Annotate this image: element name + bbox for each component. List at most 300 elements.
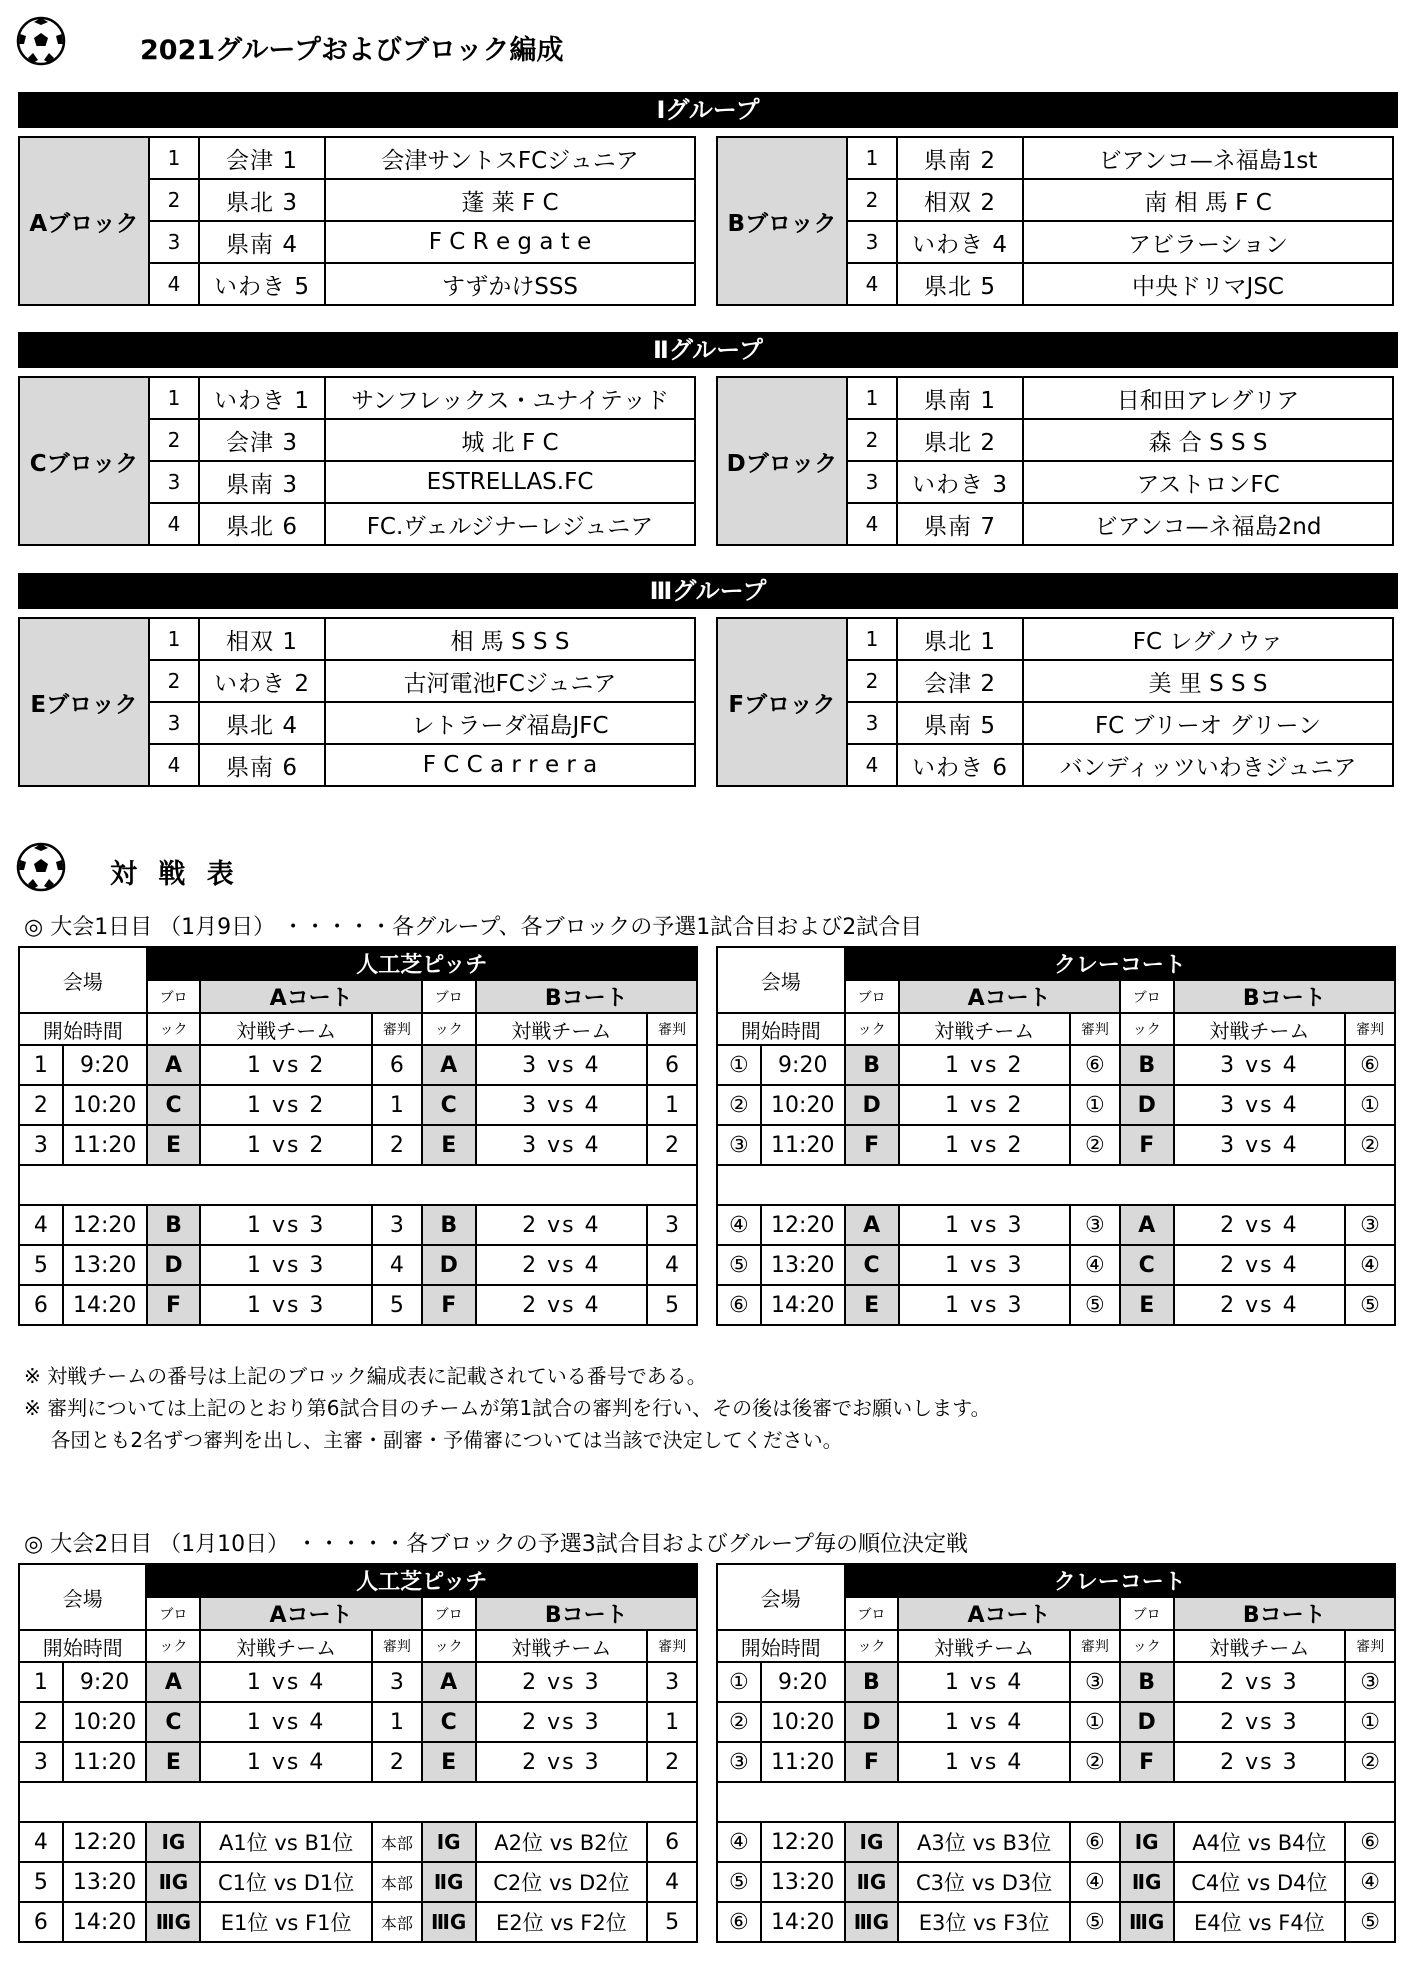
team-name: FC レグノウァ [1023,618,1393,660]
team-number: 4 [149,503,199,545]
block-table [716,376,1394,546]
match-pairing: C1位 vs D1位 [200,1862,372,1902]
start-time: 11:20 [63,1742,147,1782]
team-number: 1 [149,377,199,419]
block-code: F [1120,1742,1174,1782]
match-pairing: A3位 vs B3位 [898,1822,1070,1862]
match-pairing: 1 vs 2 [899,1125,1070,1165]
block-code: B [422,1205,476,1245]
match-number: ① [717,1662,761,1702]
block-code: A [422,1662,476,1702]
block-code: ⅢG [146,1902,200,1942]
referee: ① [1070,1702,1120,1742]
referee: ⑤ [1070,1902,1120,1942]
team-number: 3 [149,702,199,744]
referee: ④ [1070,1862,1120,1902]
match-row [19,1085,697,1125]
team-area: 会津 1 [199,137,325,179]
match-pairing: 2 vs 3 [1174,1662,1346,1702]
note-2: ※ 審判については上記のとおり第6試合目のチームが第1試合の審判を行い、その後は後審でお願いします。 [24,1396,991,1420]
start-time: 10:20 [63,1085,147,1125]
team-name: 相 馬 S S S [325,618,695,660]
start-time: 9:20 [761,1045,845,1085]
match-number: 1 [19,1045,63,1085]
match-row [19,1862,697,1902]
match-pairing: C4位 vs D4位 [1174,1862,1346,1902]
venue-label: 会場 [717,1564,845,1630]
team-number: 1 [847,618,897,660]
block-label: ック [147,1013,201,1045]
match-number: ① [717,1045,761,1085]
match-number: 3 [19,1742,63,1782]
block-name: Aブロック [19,137,149,305]
team-name: ビアンコ—ネ福島2nd [1023,503,1393,545]
match-pairing: A2位 vs B2位 [476,1822,648,1862]
team-number: 3 [847,221,897,263]
block-table [716,617,1394,787]
referee: ③ [1345,1662,1395,1702]
block-code: B [845,1662,899,1702]
day2-title: ◎ 大会2日目 （1月10日） ・・・・・各ブロックの予選3試合目およびグループ毎の順位決定戦 [24,1532,968,1557]
pitch-name: クレーコート [845,947,1395,980]
block-code: E [422,1125,476,1165]
match-row [717,1662,1395,1702]
note-3: 各団とも2名ずつ審判を出し、主審・副審・予備審については当該で決定してください。 [24,1428,843,1452]
block-name: Fブロック [717,618,847,786]
team-area: 県北 2 [897,419,1023,461]
match-pairing: 1 vs 2 [899,1085,1070,1125]
start-time: 10:20 [63,1702,147,1742]
referee: 3 [372,1662,422,1702]
block-code: ⅠG [146,1822,200,1862]
block-code: D [147,1245,201,1285]
match-pairing: 1 vs 3 [899,1285,1070,1325]
team-name: アストロンFC [1023,461,1393,503]
match-pairing: E1位 vs F1位 [200,1902,372,1942]
venue-label: 会場 [717,947,845,1013]
pitch-name: 人工芝ピッチ [146,1564,697,1597]
match-number: ③ [717,1742,761,1782]
team-number: 2 [847,419,897,461]
block-label: ブロ [1120,980,1174,1013]
team-number: 2 [149,419,199,461]
schedule-table-left [18,946,698,1326]
team-area: 県南 4 [199,221,325,263]
ref-label: 審判 [372,1013,422,1045]
team-number: 2 [847,660,897,702]
block-name: Eブロック [19,618,149,786]
start-time: 13:20 [63,1245,147,1285]
start-time: 14:20 [63,1285,147,1325]
schedule-table-right [716,946,1396,1326]
referee: ① [1345,1702,1395,1742]
referee: 5 [647,1902,697,1942]
group-title-bar: Ⅰグループ [18,92,1398,128]
referee: 4 [372,1245,422,1285]
team-name: FC ブリーオ グリーン [1023,702,1393,744]
block-code: A [146,1662,200,1702]
match-label: 対戦チーム [1174,1013,1345,1045]
team-number: 3 [847,461,897,503]
start-time: 10:20 [761,1702,845,1742]
referee: ② [1070,1125,1120,1165]
block-name: Bブロック [717,137,847,305]
match-row [717,1205,1395,1245]
match-row [19,1902,697,1942]
team-name: 南 相 馬 F C [1023,179,1393,221]
block-code: ⅡG [146,1862,200,1902]
team-name: 日和田アレグリア [1023,377,1393,419]
match-pairing: 1 vs 2 [200,1085,371,1125]
match-label: 対戦チーム [476,1013,647,1045]
court-a-label: Aコート [200,980,421,1013]
match-pairing: A1位 vs B1位 [200,1822,372,1862]
match-number: ⑤ [717,1862,761,1902]
team-name: レトラーダ福島JFC [325,702,695,744]
block-code: ⅢG [422,1902,476,1942]
match-label: 対戦チーム [200,1630,372,1662]
team-row [19,618,695,660]
schedule-title: 対 戦 表 [110,859,240,890]
start-time: 9:20 [63,1662,147,1702]
schedule-table-right [716,1563,1396,1943]
team-area: いわき 6 [897,744,1023,786]
match-number: 5 [19,1245,63,1285]
match-pairing: 2 vs 4 [1174,1245,1345,1285]
start-time: 12:20 [761,1205,845,1245]
block-table [18,617,696,787]
team-number: 2 [149,660,199,702]
block-name: Dブロック [717,377,847,545]
match-number: ② [717,1702,761,1742]
start-time: 14:20 [761,1902,845,1942]
block-code: F [1120,1125,1174,1165]
ref-label: 審判 [1345,1630,1395,1662]
team-row [717,377,1393,419]
pitch-name: 人工芝ピッチ [147,947,697,980]
referee: 本部 [372,1902,422,1942]
block-code: A [845,1205,899,1245]
match-number: 4 [19,1822,63,1862]
team-area: 県北 1 [897,618,1023,660]
block-code: C [845,1245,899,1285]
block-code: ⅡG [845,1862,899,1902]
block-label: ック [146,1630,200,1662]
group-title-bar: Ⅲグループ [18,573,1398,609]
block-code: B [147,1205,201,1245]
block-code: ⅡG [1120,1862,1174,1902]
referee: ③ [1345,1205,1395,1245]
match-row [717,1742,1395,1782]
match-pairing: 2 vs 3 [476,1742,648,1782]
match-row [717,1702,1395,1742]
referee: ② [1345,1125,1395,1165]
block-code: C [147,1085,201,1125]
team-name: バンディッツいわきジュニア [1023,744,1393,786]
referee: ⑤ [1345,1902,1395,1942]
match-pairing: 2 vs 4 [1174,1285,1345,1325]
match-pairing: 2 vs 3 [1174,1702,1346,1742]
start-time-label: 開始時間 [19,1013,147,1045]
block-code: B [1120,1662,1174,1702]
match-pairing: 3 vs 4 [1174,1085,1345,1125]
break-row [717,1165,1395,1205]
team-area: 相双 2 [897,179,1023,221]
start-time: 12:20 [63,1205,147,1245]
block-code: A [422,1045,476,1085]
team-area: 県北 3 [199,179,325,221]
team-name: アビラーション [1023,221,1393,263]
team-name: すずかけSSS [325,263,695,305]
team-area: いわき 4 [897,221,1023,263]
match-pairing: 1 vs 4 [898,1662,1070,1702]
match-number: 3 [19,1125,63,1165]
block-code: F [147,1285,201,1325]
team-row [19,137,695,179]
match-row [19,1205,697,1245]
team-area: 県北 5 [897,263,1023,305]
referee: ① [1070,1085,1120,1125]
start-time-label: 開始時間 [19,1630,146,1662]
start-time: 13:20 [761,1862,845,1902]
referee: 4 [647,1862,697,1902]
referee: ⑥ [1345,1822,1395,1862]
match-row [717,1045,1395,1085]
referee: ⑥ [1070,1045,1120,1085]
start-time: 14:20 [63,1902,147,1942]
referee: ③ [1070,1205,1120,1245]
match-pairing: 1 vs 2 [200,1125,371,1165]
court-b-label: Bコート [1174,980,1395,1013]
day1-title: ◎ 大会1日目 （1月9日） ・・・・・各グループ、各ブロックの予選1試合目および2試合目 [24,915,923,940]
referee: 3 [372,1205,422,1245]
team-name: 会津サントスFCジュニア [325,137,695,179]
team-row [717,137,1393,179]
team-area: 会津 3 [199,419,325,461]
team-number: 4 [149,744,199,786]
ref-label: 審判 [372,1630,422,1662]
referee: ⑤ [1345,1285,1395,1325]
match-pairing: 1 vs 4 [200,1662,372,1702]
team-number: 2 [149,179,199,221]
block-code: ⅡG [422,1862,476,1902]
match-pairing: C2位 vs D2位 [476,1862,648,1902]
block-code: F [845,1125,899,1165]
referee: 2 [647,1125,697,1165]
block-label: ブロ [1120,1597,1174,1630]
team-name: FC.ヴェルジナーレジュニア [325,503,695,545]
referee: 2 [647,1742,697,1782]
match-row [717,1125,1395,1165]
match-row [717,1245,1395,1285]
ref-label: 審判 [647,1630,697,1662]
start-time: 11:20 [761,1742,845,1782]
match-pairing: E4位 vs F4位 [1174,1902,1346,1942]
match-pairing: 2 vs 4 [476,1205,647,1245]
referee: ④ [1345,1245,1395,1285]
block-code: E [422,1742,476,1782]
team-name: 城 北 F C [325,419,695,461]
block-label: ブロ [422,1597,476,1630]
referee: ④ [1345,1862,1395,1902]
referee: ② [1345,1742,1395,1782]
match-pairing: 3 vs 4 [476,1045,647,1085]
team-name: F C C a r r e r a [325,744,695,786]
match-number: ⑤ [717,1245,761,1285]
referee: ⑥ [1070,1822,1120,1862]
team-number: 1 [847,377,897,419]
match-pairing: 1 vs 4 [200,1742,372,1782]
match-number: 5 [19,1862,63,1902]
block-code: B [845,1045,899,1085]
block-code: E [146,1742,200,1782]
court-b-label: Bコート [1174,1597,1395,1630]
pitch-name: クレーコート [845,1564,1395,1597]
team-row [717,618,1393,660]
block-label: ブロ [845,980,899,1013]
match-number: ⑥ [717,1902,761,1942]
match-row [19,1822,697,1862]
referee: ② [1070,1742,1120,1782]
block-code: F [845,1742,899,1782]
match-pairing: A4位 vs B4位 [1174,1822,1346,1862]
block-label: ブロ [147,980,201,1013]
team-area: 県北 4 [199,702,325,744]
team-area: 県南 1 [897,377,1023,419]
team-name: ビアンコ—ネ福島1st [1023,137,1393,179]
team-area: いわき 1 [199,377,325,419]
ref-label: 審判 [1070,1630,1120,1662]
block-code: ⅢG [1120,1902,1174,1942]
match-number: 6 [19,1902,63,1942]
block-code: A [147,1045,201,1085]
team-area: いわき 3 [897,461,1023,503]
match-pairing: 1 vs 4 [200,1702,372,1742]
team-number: 3 [847,702,897,744]
referee: 3 [647,1205,697,1245]
team-name: 蓬 莱 F C [325,179,695,221]
referee: 5 [647,1285,697,1325]
match-pairing: 1 vs 4 [898,1742,1070,1782]
block-table [18,376,696,546]
block-code: D [1120,1702,1174,1742]
team-area: 相双 1 [199,618,325,660]
match-row [19,1702,697,1742]
team-area: 会津 2 [897,660,1023,702]
block-label: ブロ [422,980,476,1013]
match-label: 対戦チーム [476,1630,648,1662]
match-row [717,1862,1395,1902]
start-time: 11:20 [63,1125,147,1165]
match-label: 対戦チーム [898,1630,1070,1662]
team-number: 4 [149,263,199,305]
court-b-label: Bコート [476,1597,697,1630]
match-row [717,1902,1395,1942]
referee: 本部 [372,1822,422,1862]
team-number: 1 [149,137,199,179]
team-name: 森 合 S S S [1023,419,1393,461]
court-a-label: Aコート [898,1597,1119,1630]
block-code: ⅠG [845,1822,899,1862]
team-number: 4 [847,263,897,305]
team-number: 2 [847,179,897,221]
block-code: D [422,1245,476,1285]
team-area: 県南 7 [897,503,1023,545]
page-title: 2021グループおよびブロック編成 [140,35,564,66]
referee: 2 [372,1125,422,1165]
block-table [18,136,696,306]
block-label: ック [422,1630,476,1662]
venue-label: 会場 [19,947,147,1013]
block-code: C [1120,1245,1174,1285]
match-number: 1 [19,1662,63,1702]
break-row [19,1165,697,1205]
match-number: ③ [717,1125,761,1165]
referee: 4 [647,1245,697,1285]
referee: 6 [372,1045,422,1085]
team-area: いわき 2 [199,660,325,702]
block-code: B [1120,1045,1174,1085]
block-code: E [845,1285,899,1325]
referee: 1 [372,1085,422,1125]
block-label: ック [1120,1630,1174,1662]
block-code: D [845,1085,899,1125]
start-time: 14:20 [761,1285,845,1325]
match-label: 対戦チーム [899,1013,1070,1045]
referee: 5 [372,1285,422,1325]
start-time: 12:20 [761,1822,845,1862]
court-a-label: Aコート [200,1597,421,1630]
match-pairing: 1 vs 2 [200,1045,371,1085]
team-number: 3 [149,221,199,263]
match-number: ④ [717,1205,761,1245]
schedule-table-left [18,1563,698,1943]
block-label: ック [422,1013,476,1045]
team-number: 3 [149,461,199,503]
block-code: A [1120,1205,1174,1245]
block-label: ック [845,1013,899,1045]
match-row [19,1045,697,1085]
match-pairing: E3位 vs F3位 [898,1902,1070,1942]
group-title-bar: Ⅱグループ [18,332,1398,368]
match-pairing: 1 vs 2 [899,1045,1070,1085]
referee: 1 [372,1702,422,1742]
team-name: サンフレックス・ユナイテッド [325,377,695,419]
match-pairing: 1 vs 3 [899,1245,1070,1285]
match-pairing: 3 vs 4 [476,1085,647,1125]
break-row [717,1782,1395,1822]
referee: ④ [1070,1245,1120,1285]
team-row [19,377,695,419]
start-time-label: 開始時間 [717,1630,845,1662]
match-pairing: 2 vs 4 [476,1285,647,1325]
block-code: ⅠG [1120,1822,1174,1862]
team-area: いわき 5 [199,263,325,305]
team-number: 1 [149,618,199,660]
start-time: 9:20 [63,1045,147,1085]
match-pairing: 1 vs 3 [200,1245,371,1285]
referee: 6 [647,1822,697,1862]
match-row [19,1125,697,1165]
match-pairing: E2位 vs F2位 [476,1902,648,1942]
ref-label: 審判 [1070,1013,1120,1045]
match-pairing: 2 vs 4 [1174,1205,1345,1245]
match-row [717,1285,1395,1325]
soccer-ball-icon [16,16,66,66]
break-row [19,1782,697,1822]
block-code: C [422,1085,476,1125]
block-label: ブロ [845,1597,899,1630]
